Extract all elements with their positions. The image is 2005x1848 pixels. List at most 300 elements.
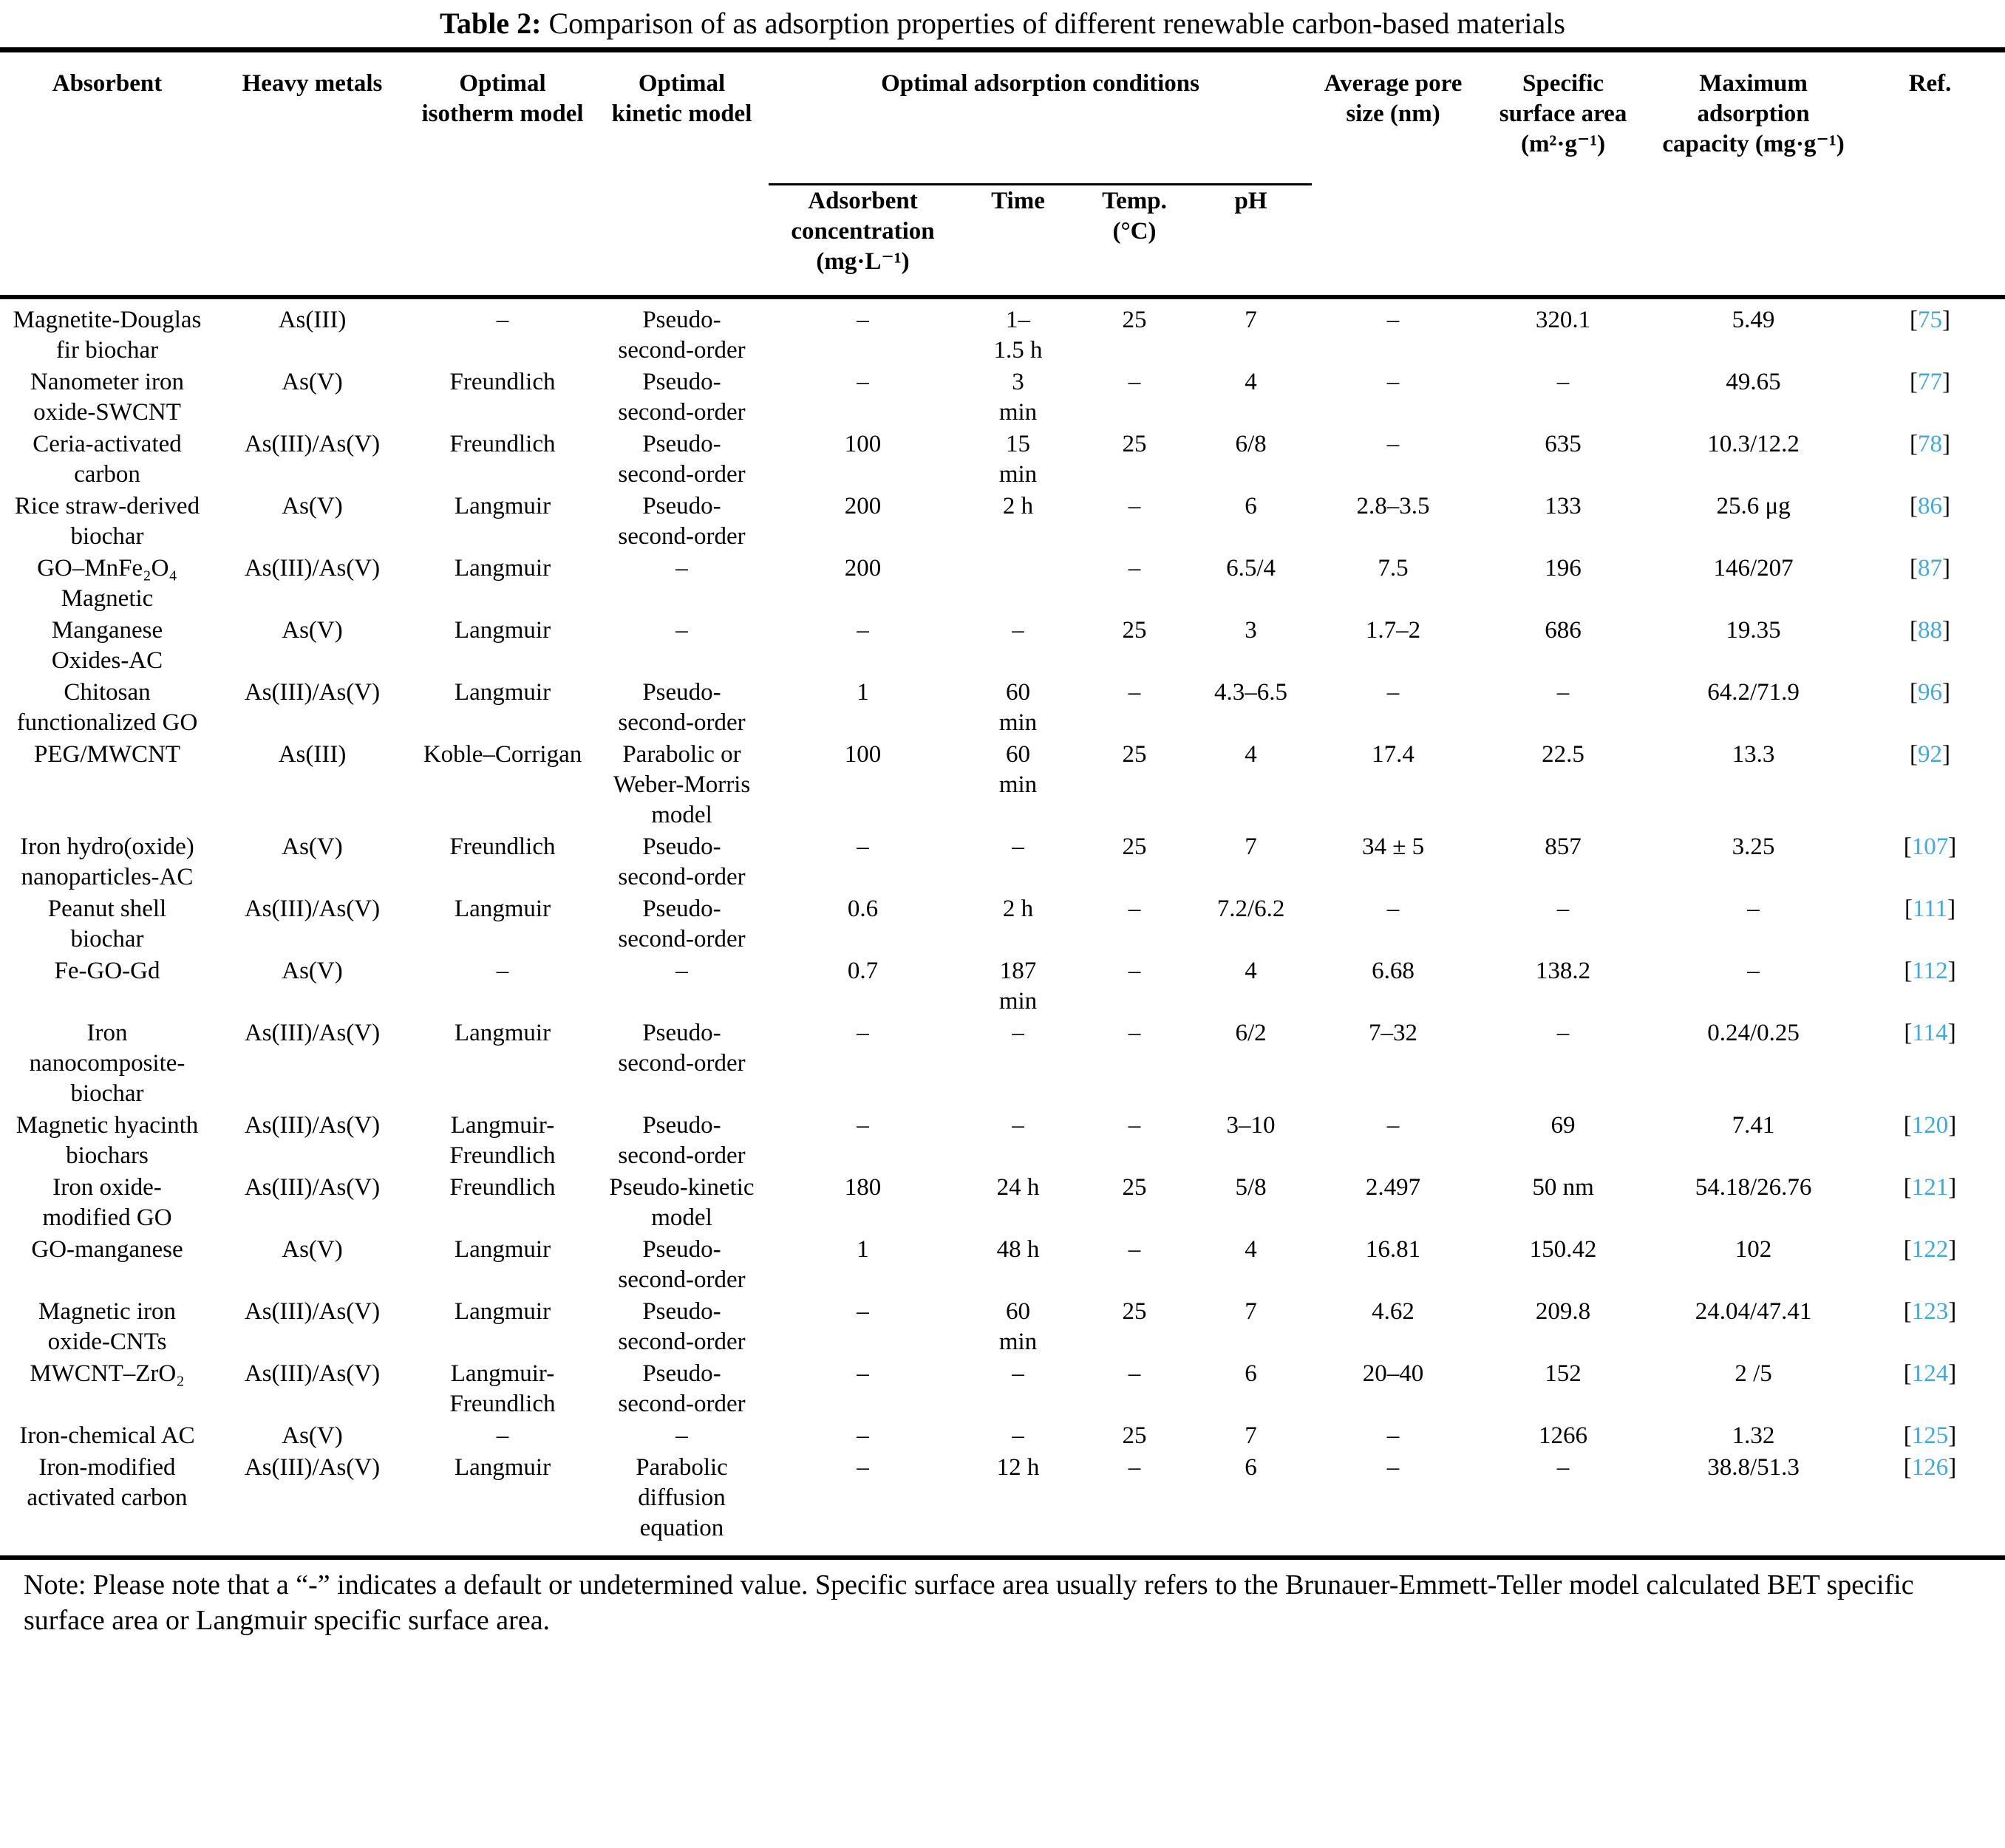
cell-time: 60 min (998, 678, 1038, 736)
cell-ph: 7.2/6.2 (1216, 895, 1285, 922)
cell-ref (1855, 615, 2005, 677)
ref-bracket-open: [ (1910, 740, 1919, 768)
cell-time: 60 min (998, 1298, 1038, 1355)
cell-absorbent: Ceria-activated carbon (33, 430, 182, 488)
cell-ref (1855, 429, 2005, 491)
cell-pore-size: 2.497 (1365, 1173, 1421, 1201)
cell-ref (1855, 677, 2005, 739)
table-row (0, 1110, 2005, 1172)
cell-isotherm-model: – (496, 306, 509, 333)
ref-bracket-close: ] (1948, 833, 1957, 860)
cell-capacity: 146/207 (1713, 554, 1794, 582)
cell-time: 60 min (998, 740, 1038, 798)
cell-pore-size: – (1386, 306, 1400, 333)
cell-concentration: – (857, 1453, 869, 1481)
ref-bracket-open: [ (1903, 1453, 1912, 1481)
ref-citation-link[interactable]: 121 (1911, 1173, 1949, 1201)
cell-ph: 6.5/4 (1226, 554, 1276, 582)
ref-bracket-open: [ (1903, 1298, 1912, 1325)
cell-time: 187 min (998, 957, 1038, 1015)
ref-bracket-close: ] (1942, 368, 1951, 395)
cell-surface-area: 1266 (1539, 1422, 1588, 1449)
ref-bracket-open: [ (1910, 554, 1919, 582)
table-caption-label: Table 2: (440, 7, 542, 40)
cell-temperature: – (1128, 368, 1141, 395)
ref-bracket-open: [ (1910, 492, 1919, 519)
cell-concentration: – (857, 368, 869, 395)
cell-ref (1855, 297, 2005, 366)
table-row (0, 1452, 2005, 1558)
col-header-conditions-group: Optimal adsorption conditions (769, 50, 1312, 185)
cell-kinetic-model: Pseudo-second-order (618, 1111, 746, 1169)
ref-bracket-open: [ (1910, 368, 1919, 395)
cell-isotherm-model: Langmuir-Freundlich (449, 1360, 556, 1417)
table-row (0, 1420, 2005, 1452)
col-header-kinetic-model: Optimal kinetic model (595, 50, 769, 297)
cell-capacity: 13.3 (1732, 740, 1775, 768)
cell-temperature: 25 (1122, 833, 1147, 860)
cell-pore-size: 2.8–3.5 (1356, 492, 1430, 519)
cell-heavy-metals: As(V) (282, 492, 343, 519)
cell-capacity: 2 /5 (1735, 1360, 1772, 1387)
cell-pore-size: 1.7–2 (1365, 616, 1421, 644)
cell-time: – (1012, 1422, 1024, 1449)
header-row-main (0, 50, 2005, 185)
cell-surface-area: 686 (1545, 616, 1582, 644)
cell-ref (1855, 1296, 2005, 1358)
cell-time: 15 min (998, 430, 1038, 488)
cell-pore-size: 16.81 (1365, 1235, 1421, 1263)
cell-ph: 6 (1245, 1360, 1257, 1387)
cell-temperature: – (1128, 1453, 1141, 1481)
col-header-absorbent: Absorbent (0, 50, 214, 297)
cell-surface-area: 857 (1545, 833, 1582, 860)
cell-pore-size: 7–32 (1369, 1019, 1418, 1046)
cell-pore-size: 20–40 (1362, 1360, 1424, 1387)
cell-ph: 4 (1245, 740, 1257, 768)
ref-bracket-close: ] (1942, 740, 1951, 768)
table-row (0, 739, 2005, 831)
table-row (0, 1017, 2005, 1110)
ref-bracket-open: [ (1903, 1235, 1912, 1263)
cell-kinetic-model: Pseudo-second-order (618, 368, 746, 426)
cell-surface-area: 22.5 (1542, 740, 1584, 768)
cell-kinetic-model: Pseudo-second-order (618, 833, 746, 890)
table-row (0, 553, 2005, 615)
cell-heavy-metals: As(III)/As(V) (244, 895, 381, 922)
cell-surface-area: – (1556, 1453, 1570, 1481)
cell-heavy-metals: As(III)/As(V) (244, 1111, 381, 1139)
col-header-ph: pH (1190, 185, 1312, 297)
cell-time: 1–1.5 h (993, 306, 1043, 364)
col-header-pore-size: Average pore size (nm) (1312, 50, 1474, 297)
ref-bracket-open: [ (1904, 957, 1913, 984)
cell-time: 24 h (996, 1173, 1040, 1201)
col-header-heavy-metals: Heavy metals (214, 50, 410, 297)
cell-kinetic-model: – (675, 554, 688, 582)
cell-concentration: – (857, 833, 869, 860)
cell-kinetic-model: Pseudo-second-order (618, 1019, 746, 1077)
ref-bracket-close: ] (1942, 492, 1951, 519)
cell-surface-area: 69 (1550, 1111, 1576, 1139)
cell-heavy-metals: As(III)/As(V) (244, 678, 381, 706)
cell-concentration: 200 (844, 492, 882, 519)
cell-temperature: 25 (1122, 1173, 1147, 1201)
ref-bracket-open: [ (1903, 1111, 1912, 1139)
cell-ph: 4 (1245, 368, 1257, 395)
cell-absorbent: Rice straw-derived biochar (14, 492, 200, 550)
cell-isotherm-model: Freundlich (449, 833, 556, 860)
ref-bracket-close: ] (1942, 678, 1951, 706)
table-row (0, 1296, 2005, 1358)
cell-pore-size: – (1386, 368, 1400, 395)
cell-time: – (1012, 1360, 1024, 1387)
cell-isotherm-model: Koble–Corrigan (423, 740, 582, 768)
cell-temperature: 25 (1122, 306, 1147, 333)
cell-heavy-metals: As(III) (278, 306, 347, 333)
cell-concentration: 180 (844, 1173, 882, 1201)
table-row (0, 491, 2005, 553)
cell-concentration: – (857, 1019, 869, 1046)
cell-isotherm-model: – (496, 957, 509, 984)
cell-pore-size: 17.4 (1372, 740, 1415, 768)
cell-temperature: 25 (1122, 1298, 1147, 1325)
cell-kinetic-model: – (675, 1422, 688, 1449)
cell-surface-area: 320.1 (1535, 306, 1591, 333)
cell-concentration: – (857, 616, 869, 644)
ref-bracket-close: ] (1947, 957, 1956, 984)
cell-isotherm-model: Langmuir (454, 1453, 551, 1481)
cell-pore-size: 6.68 (1372, 957, 1415, 984)
ref-bracket-open: [ (1904, 1019, 1913, 1046)
cell-heavy-metals: As(III)/As(V) (244, 1019, 381, 1046)
cell-ref (1855, 1420, 2005, 1452)
cell-capacity: 24.04/47.41 (1695, 1298, 1812, 1325)
cell-heavy-metals: As(V) (282, 833, 343, 860)
cell-time: 2 h (1002, 492, 1034, 519)
cell-time: 2 h (1002, 895, 1034, 922)
cell-heavy-metals: As(V) (282, 616, 343, 644)
cell-temperature: – (1128, 1111, 1141, 1139)
col-header-ref: Ref. (1855, 50, 2005, 297)
cell-kinetic-model: Pseudo-second-order (618, 1298, 746, 1355)
cell-surface-area: 196 (1545, 554, 1582, 582)
ref-bracket-open: [ (1903, 1360, 1912, 1387)
cell-ph: 3–10 (1226, 1111, 1276, 1139)
ref-citation-link[interactable]: 88 (1918, 616, 1943, 644)
ref-citation-link[interactable]: 77 (1918, 368, 1943, 395)
cell-isotherm-model: Langmuir (454, 554, 551, 582)
cell-absorbent: PEG/MWCNT (34, 740, 180, 768)
cell-pore-size: – (1386, 1111, 1400, 1139)
ref-bracket-close: ] (1947, 895, 1956, 922)
ref-citation-link[interactable]: 123 (1911, 1298, 1949, 1325)
cell-ref (1855, 955, 2005, 1017)
ref-bracket-close: ] (1948, 1298, 1957, 1325)
ref-bracket-close: ] (1942, 306, 1951, 333)
cell-capacity: 25.6 μg (1716, 492, 1791, 519)
cell-temperature: 25 (1122, 616, 1147, 644)
cell-ref (1855, 1452, 2005, 1558)
ref-citation-link[interactable]: 111 (1913, 895, 1948, 922)
ref-citation-link[interactable]: 87 (1918, 554, 1943, 582)
cell-ref (1855, 1358, 2005, 1420)
cell-temperature: – (1128, 1235, 1141, 1263)
cell-isotherm-model: Langmuir (454, 678, 551, 706)
ref-bracket-close: ] (1948, 1453, 1957, 1481)
ref-citation-link[interactable]: 122 (1911, 1235, 1949, 1263)
cell-absorbent: GO–MnFe₂O₄ Magnetic (37, 554, 177, 612)
ref-bracket-close: ] (1942, 430, 1951, 457)
table-caption (0, 0, 2005, 44)
cell-isotherm-model: Langmuir (454, 1235, 551, 1263)
cell-ph: 4.3–6.5 (1214, 678, 1288, 706)
cell-surface-area: 50 nm (1532, 1173, 1594, 1201)
ref-bracket-open: [ (1904, 895, 1913, 922)
cell-capacity: 3.25 (1732, 833, 1775, 860)
cell-ref (1855, 553, 2005, 615)
ref-bracket-close: ] (1948, 1235, 1957, 1263)
cell-ref (1855, 1110, 2005, 1172)
cell-capacity: 19.35 (1726, 616, 1781, 644)
cell-surface-area: – (1556, 1019, 1570, 1046)
cell-concentration: 1 (857, 1235, 869, 1263)
cell-isotherm-model: Langmuir (454, 1019, 551, 1046)
cell-ph: 6 (1245, 492, 1257, 519)
table-row (0, 1172, 2005, 1234)
cell-concentration: 200 (844, 554, 882, 582)
cell-pore-size: – (1386, 430, 1400, 457)
cell-surface-area: 635 (1545, 430, 1582, 457)
ref-bracket-open: [ (1903, 833, 1912, 860)
ref-citation-link[interactable]: 107 (1911, 833, 1949, 860)
cell-ref (1855, 893, 2005, 955)
cell-ref (1855, 366, 2005, 429)
cell-pore-size: – (1386, 1453, 1400, 1481)
table-row (0, 429, 2005, 491)
table-row (0, 955, 2005, 1017)
cell-temperature: – (1128, 492, 1141, 519)
cell-heavy-metals: As(III)/As(V) (244, 430, 381, 457)
cell-pore-size: – (1386, 895, 1400, 922)
table-caption-text: Comparison of as adsorption properties of different renewable carbon-based materials (541, 7, 1565, 40)
table-row (0, 831, 2005, 893)
table-row (0, 1234, 2005, 1296)
ref-citation-link[interactable]: 92 (1918, 740, 1943, 768)
cell-kinetic-model: Parabolic diffusion equation (636, 1453, 728, 1541)
cell-temperature: – (1128, 554, 1141, 582)
cell-heavy-metals: As(III)/As(V) (244, 1453, 381, 1481)
ref-bracket-open: [ (1903, 1422, 1912, 1449)
cell-capacity: 1.32 (1732, 1422, 1775, 1449)
cell-capacity: 54.18/26.76 (1695, 1173, 1812, 1201)
cell-ph: 7 (1245, 1422, 1257, 1449)
cell-ph: 6/8 (1235, 430, 1267, 457)
cell-capacity: 5.49 (1732, 306, 1775, 333)
cell-absorbent: Magnetite-Douglas fir biochar (13, 306, 202, 364)
cell-absorbent: Magnetic iron oxide-CNTs (38, 1298, 177, 1355)
cell-kinetic-model: Pseudo-second-order (618, 492, 746, 550)
cell-absorbent: MWCNT–ZrO₂ (30, 1360, 185, 1387)
cell-surface-area: 138.2 (1535, 957, 1591, 984)
cell-absorbent: Peanut shell biochar (47, 895, 167, 952)
cell-kinetic-model: Pseudo-second-order (618, 1360, 746, 1417)
cell-heavy-metals: As(III)/As(V) (244, 554, 381, 582)
cell-ph: 6 (1245, 1453, 1257, 1481)
cell-concentration: 0.7 (847, 957, 879, 984)
cell-capacity: 7.41 (1732, 1111, 1775, 1139)
table-footnote: Note: Please note that a “-” indicates a default or undetermined value. Specific surface area usually refers to the Brunauer-Emmett-Teller model calculated BET specific surface area or Langmuir specific surface area. (24, 1569, 1914, 1636)
cell-ref (1855, 831, 2005, 893)
ref-citation-link[interactable]: 78 (1918, 430, 1943, 457)
ref-bracket-close: ] (1948, 1111, 1957, 1139)
col-header-surface-area: Specific surface area (m²·g⁻¹) (1474, 50, 1652, 297)
cell-capacity: 49.65 (1726, 368, 1781, 395)
cell-absorbent: Magnetic hyacinth biochars (16, 1111, 199, 1169)
cell-isotherm-model: Langmuir-Freundlich (449, 1111, 556, 1169)
cell-concentration: – (857, 1298, 869, 1325)
ref-citation-link[interactable]: 124 (1911, 1360, 1949, 1387)
table-row (0, 615, 2005, 677)
cell-surface-area: 133 (1545, 492, 1582, 519)
cell-capacity: 64.2/71.9 (1707, 678, 1800, 706)
cell-heavy-metals: As(V) (282, 1422, 343, 1449)
cell-concentration: 100 (844, 430, 882, 457)
cell-isotherm-model: Freundlich (449, 1173, 556, 1201)
cell-ref (1855, 1017, 2005, 1110)
cell-kinetic-model: Parabolic or Weber-Morris model (613, 740, 751, 828)
ref-bracket-close: ] (1947, 1019, 1956, 1046)
cell-time: – (1012, 1019, 1024, 1046)
cell-absorbent: GO-manganese (31, 1235, 183, 1263)
cell-ref (1855, 739, 2005, 831)
ref-bracket-open: [ (1910, 430, 1919, 457)
cell-heavy-metals: As(III)/As(V) (244, 1360, 381, 1387)
cell-kinetic-model: – (675, 957, 688, 984)
cell-absorbent: Iron-modified activated carbon (27, 1453, 188, 1511)
col-header-concentration: Adsorbent concentration (mg·L⁻¹) (769, 185, 957, 297)
cell-concentration: 100 (844, 740, 882, 768)
cell-pore-size: – (1386, 678, 1400, 706)
ref-citation-link[interactable]: 114 (1912, 1019, 1948, 1046)
table-row (0, 297, 2005, 366)
ref-citation-link[interactable]: 120 (1911, 1111, 1949, 1139)
cell-ph: 7 (1245, 1298, 1257, 1325)
cell-ph: 7 (1245, 833, 1257, 860)
cell-temperature: – (1128, 1019, 1141, 1046)
cell-absorbent: Fe-GO-Gd (54, 957, 160, 984)
cell-kinetic-model: Pseudo-second-order (618, 306, 746, 364)
cell-temperature: – (1128, 895, 1141, 922)
ref-bracket-open: [ (1910, 306, 1919, 333)
cell-capacity: – (1747, 957, 1760, 984)
table-row (0, 366, 2005, 429)
cell-absorbent: Iron oxide-modified GO (42, 1173, 172, 1231)
cell-ph: 4 (1245, 1235, 1257, 1263)
cell-isotherm-model: Langmuir (454, 1298, 551, 1325)
cell-absorbent: Chitosan functionalized GO (16, 678, 198, 736)
cell-absorbent: Manganese Oxides-AC (51, 616, 163, 674)
ref-citation-link[interactable]: 96 (1918, 678, 1943, 706)
cell-kinetic-model: Pseudo-second-order (618, 678, 746, 736)
cell-heavy-metals: As(V) (282, 368, 343, 395)
col-header-capacity: Maximum adsorption capacity (mg·g⁻¹) (1652, 50, 1855, 297)
cell-pore-size: 7.5 (1378, 554, 1409, 582)
cell-capacity: 102 (1735, 1235, 1772, 1263)
ref-citation-link[interactable]: 126 (1911, 1453, 1949, 1481)
cell-ph: 4 (1245, 957, 1257, 984)
ref-citation-link[interactable]: 112 (1912, 957, 1948, 984)
cell-heavy-metals: As(III) (278, 740, 347, 768)
cell-kinetic-model: Pseudo-kinetic model (609, 1173, 755, 1231)
cell-concentration: 0.6 (847, 895, 879, 922)
cell-surface-area: – (1556, 368, 1570, 395)
ref-bracket-close: ] (1942, 616, 1951, 644)
cell-concentration: – (857, 1360, 869, 1387)
cell-ref (1855, 1234, 2005, 1296)
ref-bracket-close: ] (1942, 554, 1951, 582)
cell-temperature: 25 (1122, 740, 1147, 768)
cell-time (957, 553, 1079, 615)
cell-time: – (1012, 833, 1024, 860)
ref-citation-link[interactable]: 125 (1911, 1422, 1949, 1449)
cell-time: 48 h (996, 1235, 1040, 1263)
cell-surface-area: – (1556, 895, 1570, 922)
cell-pore-size: – (1386, 1422, 1400, 1449)
cell-kinetic-model: Pseudo-second-order (618, 895, 746, 952)
cell-surface-area: – (1556, 678, 1570, 706)
cell-temperature: 25 (1122, 1422, 1147, 1449)
cell-concentration: 1 (857, 678, 869, 706)
col-header-isotherm-model: Optimal isotherm model (410, 50, 595, 297)
cell-isotherm-model: Freundlich (449, 430, 556, 457)
cell-ref (1855, 1172, 2005, 1234)
cell-temperature: 25 (1122, 430, 1147, 457)
col-header-time: Time (957, 185, 1079, 297)
table-row (0, 893, 2005, 955)
cell-isotherm-model: – (496, 1422, 509, 1449)
cell-isotherm-model: Langmuir (454, 895, 551, 922)
adsorption-comparison-table (0, 47, 2005, 1560)
cell-surface-area: 150.42 (1529, 1235, 1597, 1263)
cell-capacity: 10.3/12.2 (1707, 430, 1800, 457)
cell-surface-area: 152 (1545, 1360, 1582, 1387)
cell-concentration: – (857, 306, 869, 333)
cell-concentration: – (857, 1111, 869, 1139)
ref-citation-link[interactable]: 75 (1918, 306, 1943, 333)
cell-capacity: – (1747, 895, 1760, 922)
cell-ph: 5/8 (1235, 1173, 1267, 1201)
cell-pore-size: 4.62 (1372, 1298, 1415, 1325)
cell-absorbent: Iron nanocomposite-biochar (29, 1019, 185, 1107)
cell-ph: 3 (1245, 616, 1257, 644)
cell-kinetic-model: – (675, 616, 688, 644)
table-body (0, 297, 2005, 1558)
cell-temperature: – (1128, 1360, 1141, 1387)
col-header-temperature: Temp. (°C) (1079, 185, 1190, 297)
cell-concentration: – (857, 1422, 869, 1449)
cell-isotherm-model: Langmuir (454, 616, 551, 644)
cell-ph: 7 (1245, 306, 1257, 333)
cell-heavy-metals: As(III)/As(V) (244, 1173, 381, 1201)
cell-isotherm-model: Langmuir (454, 492, 551, 519)
table-row (0, 677, 2005, 739)
ref-bracket-close: ] (1948, 1360, 1957, 1387)
cell-time: 12 h (996, 1453, 1040, 1481)
table-row (0, 1358, 2005, 1420)
cell-ref (1855, 491, 2005, 553)
ref-citation-link[interactable]: 86 (1918, 492, 1943, 519)
